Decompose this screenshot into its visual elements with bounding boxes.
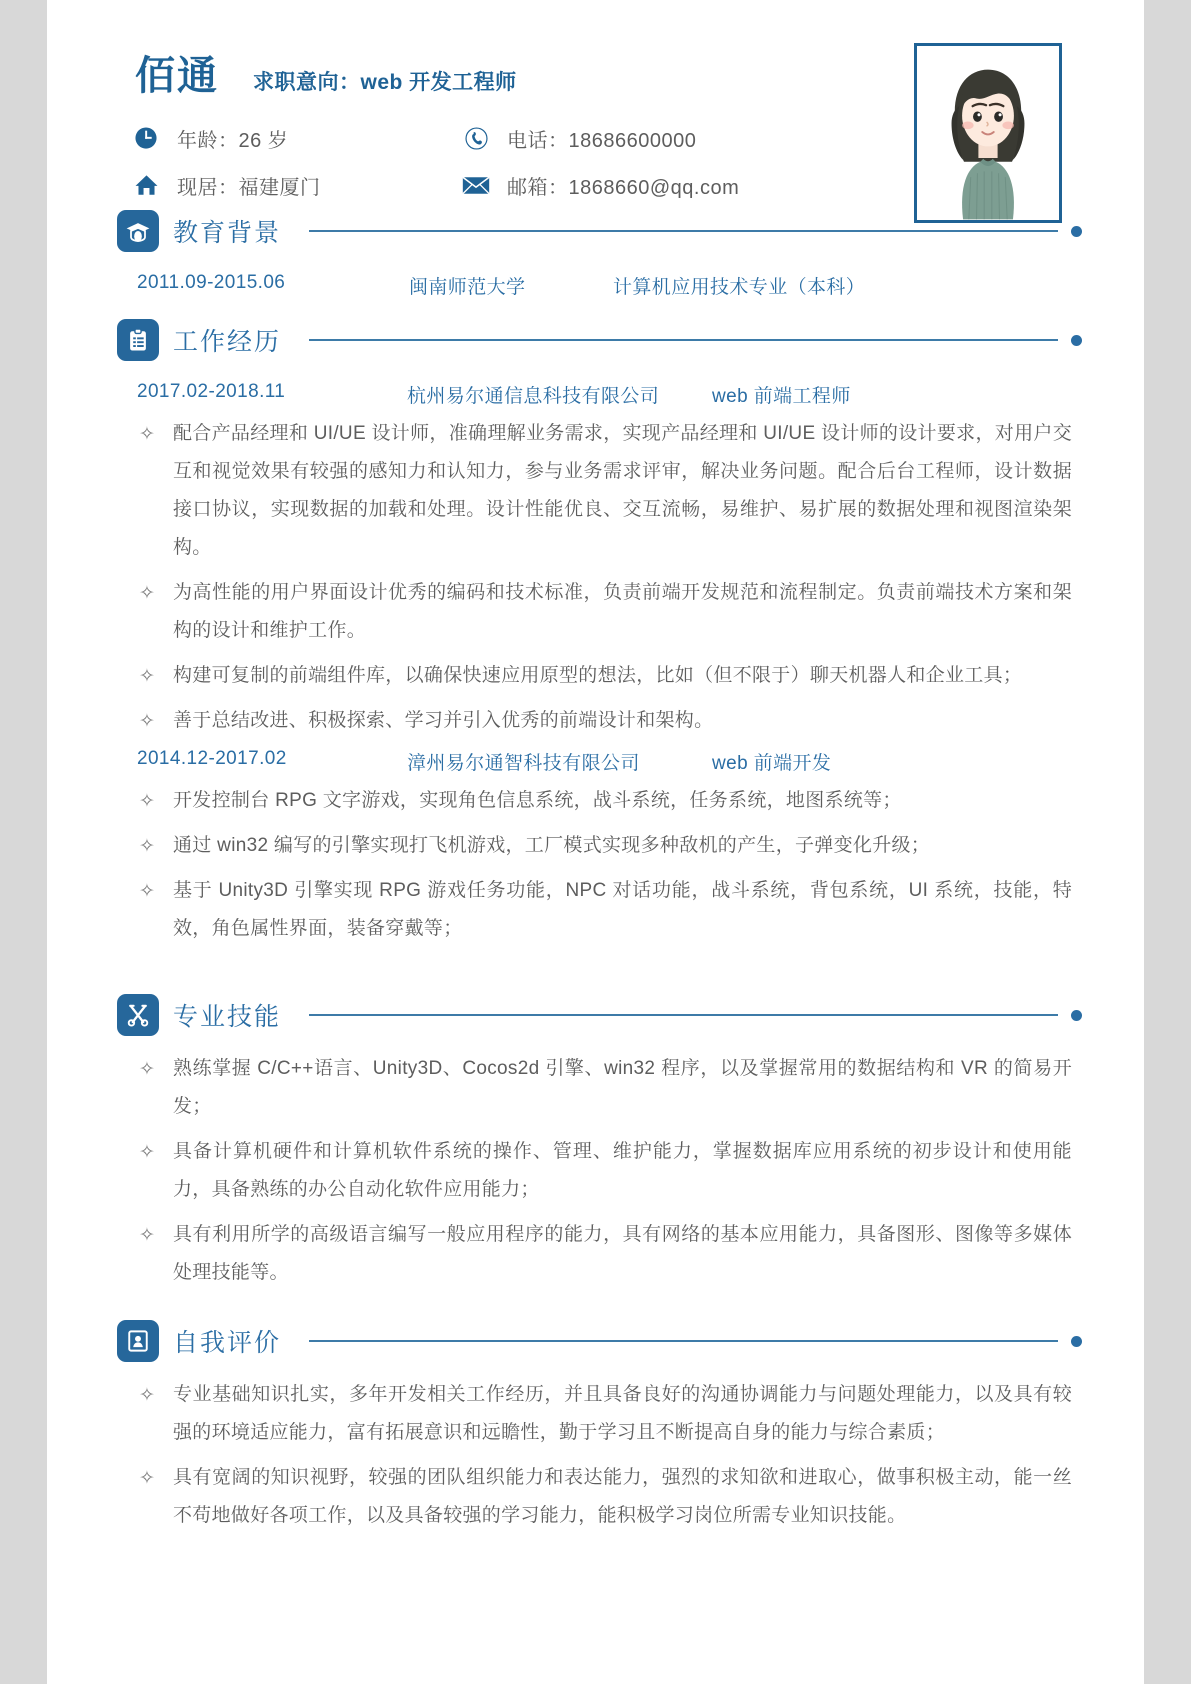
section-title-skills: 专业技能 <box>173 1003 282 1031</box>
section-header-skills <box>109 994 1082 1036</box>
home-icon <box>131 170 161 200</box>
bullet-marker-icon: ✧ <box>139 1384 155 1406</box>
job-company: 漳州易尔通智科技有限公司 <box>407 753 640 774</box>
list-item-text: 具有宽阔的知识视野，较强的团队组织能力和表达能力，强烈的求知欲和进取心，做事积极主动，能一丝不苟地做好各项工作，以及具备较强的学习能力，能积极学习岗位所需专业知识技能。 <box>173 1467 1072 1526</box>
section-line-dot <box>1071 335 1082 346</box>
resume-header <box>109 0 1082 199</box>
list-item <box>109 1376 1082 1452</box>
avatar <box>914 43 1062 223</box>
list-item <box>109 872 1082 948</box>
tools-icon <box>117 994 159 1036</box>
list-item-text: 通过 win32 编写的引擎实现打飞机游戏，工厂模式实现多种敌机的产生，子弹变化升级； <box>173 835 931 856</box>
education-school: 闽南师范大学 <box>409 277 526 298</box>
job-bullets <box>109 415 1082 740</box>
section-divider-line <box>309 339 1058 341</box>
job-entry <box>109 748 1082 775</box>
education-date: 2011.09-2015.06 <box>137 272 286 293</box>
education-entry <box>109 272 1082 299</box>
email-icon <box>461 170 491 200</box>
self-evaluation-bullets <box>109 1376 1082 1535</box>
bullet-marker-icon: ✧ <box>139 880 155 902</box>
list-item <box>109 657 1082 695</box>
contact-age <box>131 123 461 153</box>
list-item-text: 专业基础知识扎实，多年开发相关工作经历，并且具备良好的沟通协调能力与问题处理能力，以及具有较强的环境适应能力，富有拓展意识和远瞻性，勤于学习且不断提高自身的能力与综合素质； <box>173 1384 1072 1443</box>
section-divider-line <box>309 1340 1058 1342</box>
bullet-marker-icon: ✧ <box>139 665 155 687</box>
skills-bullets <box>109 1050 1082 1292</box>
bullet-marker-icon: ✧ <box>139 710 155 732</box>
list-item-text: 构建可复制的前端组件库，以确保快速应用原型的想法，比如（但不限于）聊天机器人和企业工具； <box>173 665 1023 686</box>
education-major: 计算机应用技术专业（本科） <box>613 277 866 298</box>
list-item <box>109 574 1082 650</box>
bullet-marker-icon: ✧ <box>139 423 155 445</box>
job-bullets <box>109 782 1082 948</box>
section-line-dot <box>1071 226 1082 237</box>
bullet-marker-icon: ✧ <box>139 1224 155 1246</box>
clipboard-icon <box>117 319 159 361</box>
list-item <box>109 1050 1082 1126</box>
list-item-text: 配合产品经理和 UI/UE 设计师，准确理解业务需求，实现产品经理和 UI/UE 设计师的设计要求，对用户交互和视觉效果有较强的感知力和认知力，参与业务需求评审，解决业务问题。配合后台工程师，设计数据接口协议，实现数据的加载和处理。设计性能优良、交互流畅，易维护、易扩展的数据处理和视图渲染架构。 <box>173 423 1072 558</box>
job-role: web 前端工程师 <box>712 386 851 407</box>
section-line-dot <box>1071 1010 1082 1021</box>
list-item-text: 为高性能的用户界面设计优秀的编码和技术标准，负责前端开发规范和流程制定。负责前端技术方案和架构的设计和维护工作。 <box>173 582 1072 641</box>
bullet-marker-icon: ✧ <box>139 1467 155 1489</box>
person-card-icon <box>117 1320 159 1362</box>
job-objective: 求职意向：web 开发工程师 <box>253 71 517 94</box>
section-title-self-evaluation: 自我评价 <box>173 1329 282 1357</box>
list-item-text: 善于总结改进、积极探索、学习并引入优秀的前端设计和架构。 <box>173 710 714 731</box>
spacer <box>109 948 1082 974</box>
section-divider-line <box>309 230 1058 232</box>
phone-icon <box>461 123 491 153</box>
section-line-dot <box>1071 1336 1082 1347</box>
bullet-marker-icon: ✧ <box>139 1141 155 1163</box>
list-item <box>109 1133 1082 1209</box>
bullet-marker-icon: ✧ <box>139 835 155 857</box>
list-item <box>109 827 1082 865</box>
section-divider-line <box>309 1014 1058 1016</box>
list-item-text: 基于 Unity3D 引擎实现 RPG 游戏任务功能，NPC 对话功能，战斗系统，背包系统，UI 系统，技能，特效，角色属性界面，装备穿戴等； <box>173 880 1072 939</box>
section-header-work <box>109 319 1082 361</box>
job-company: 杭州易尔通信息科技有限公司 <box>407 386 660 407</box>
contact-location <box>131 170 461 200</box>
contact-phone-text: 电话：18686600000 <box>507 129 697 152</box>
avatar-illustration <box>917 46 1059 220</box>
job-date: 2014.12-2017.02 <box>137 748 287 769</box>
list-item <box>109 782 1082 820</box>
graduation-cap-icon <box>117 210 159 252</box>
section-title-education: 教育背景 <box>173 219 282 247</box>
resume-page <box>47 0 1144 1684</box>
contact-location-text: 现居：福建厦门 <box>177 176 321 199</box>
bullet-marker-icon: ✧ <box>139 582 155 604</box>
job-date: 2017.02-2018.11 <box>137 381 286 402</box>
list-item <box>109 1216 1082 1292</box>
contact-age-text: 年龄：26 岁 <box>177 129 289 152</box>
contact-email-text: 邮箱：1868660@qq.com <box>507 176 740 199</box>
clock-icon <box>131 123 161 153</box>
section-title-work: 工作经历 <box>173 328 282 356</box>
bullet-marker-icon: ✧ <box>139 790 155 812</box>
list-item <box>109 702 1082 740</box>
job-role: web 前端开发 <box>712 753 832 774</box>
list-item-text: 开发控制台 RPG 文字游戏，实现角色信息系统，战斗系统，任务系统，地图系统等； <box>173 790 902 811</box>
bullet-marker-icon: ✧ <box>139 1058 155 1080</box>
candidate-name: 佰通 <box>135 53 219 99</box>
spacer <box>109 1292 1082 1300</box>
list-item <box>109 415 1082 567</box>
section-header-self-evaluation <box>109 1320 1082 1362</box>
job-entry <box>109 381 1082 408</box>
list-item-text: 具有利用所学的高级语言编写一般应用程序的能力，具有网络的基本应用能力，具备图形、图像等多媒体处理技能等。 <box>173 1224 1072 1283</box>
list-item-text: 具备计算机硬件和计算机软件系统的操作、管理、维护能力，掌握数据库应用系统的初步设计和使用能力，具备熟练的办公自动化软件应用能力； <box>173 1141 1072 1200</box>
list-item-text: 熟练掌握 C/C++语言、Unity3D、Cocos2d 引擎、win32 程序，以及掌握常用的数据结构和 VR 的简易开发； <box>173 1058 1072 1117</box>
list-item <box>109 1459 1082 1535</box>
